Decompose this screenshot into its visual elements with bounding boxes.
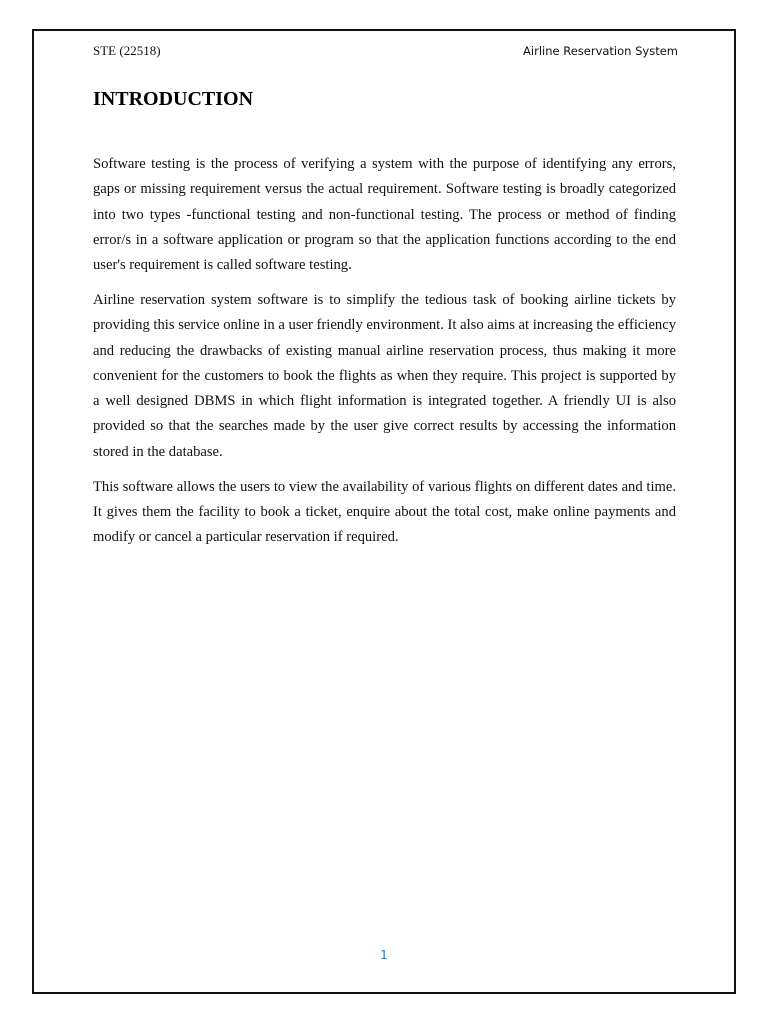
header-project-title: Airline Reservation System bbox=[523, 44, 678, 58]
document-page bbox=[32, 29, 736, 994]
page-title: INTRODUCTION bbox=[93, 88, 254, 110]
document-body bbox=[93, 152, 676, 560]
paragraph-3: This software allows the users to view the availability of various flights on different dates and time. It gives them the facility to book a ticket, enquire about the total cost, make online payments and modify or cancel a particular reservation if required. bbox=[93, 478, 676, 546]
paragraph-2: Airline reservation system software is to simplify the tedious task of booking airline tickets by providing this service online in a user friendly environment. It also aims at increasing the efficiency and reducing the drawbacks of existing manual airline reservation process, thus making it more convenient for the customers to book the flights as when they require. This project is supported by a well designed DBMS in which flight information is integrated together. A friendly UI is also provided so that the searches made by the user give correct results by accessing the information stored in the database. bbox=[93, 291, 676, 460]
page-number: 1 bbox=[380, 948, 388, 962]
paragraph-1: Software testing is the process of verifying a system with the purpose of identifying any errors, gaps or missing requirement versus the actual requirement. Software testing is broadly categorized into two types -functional testing and non-functional testing. The process or method of finding error/s in a software application or program so that the application functions according to the end user's requirement is called software testing. bbox=[93, 156, 676, 274]
header-course-code: STE (22518) bbox=[93, 43, 161, 58]
